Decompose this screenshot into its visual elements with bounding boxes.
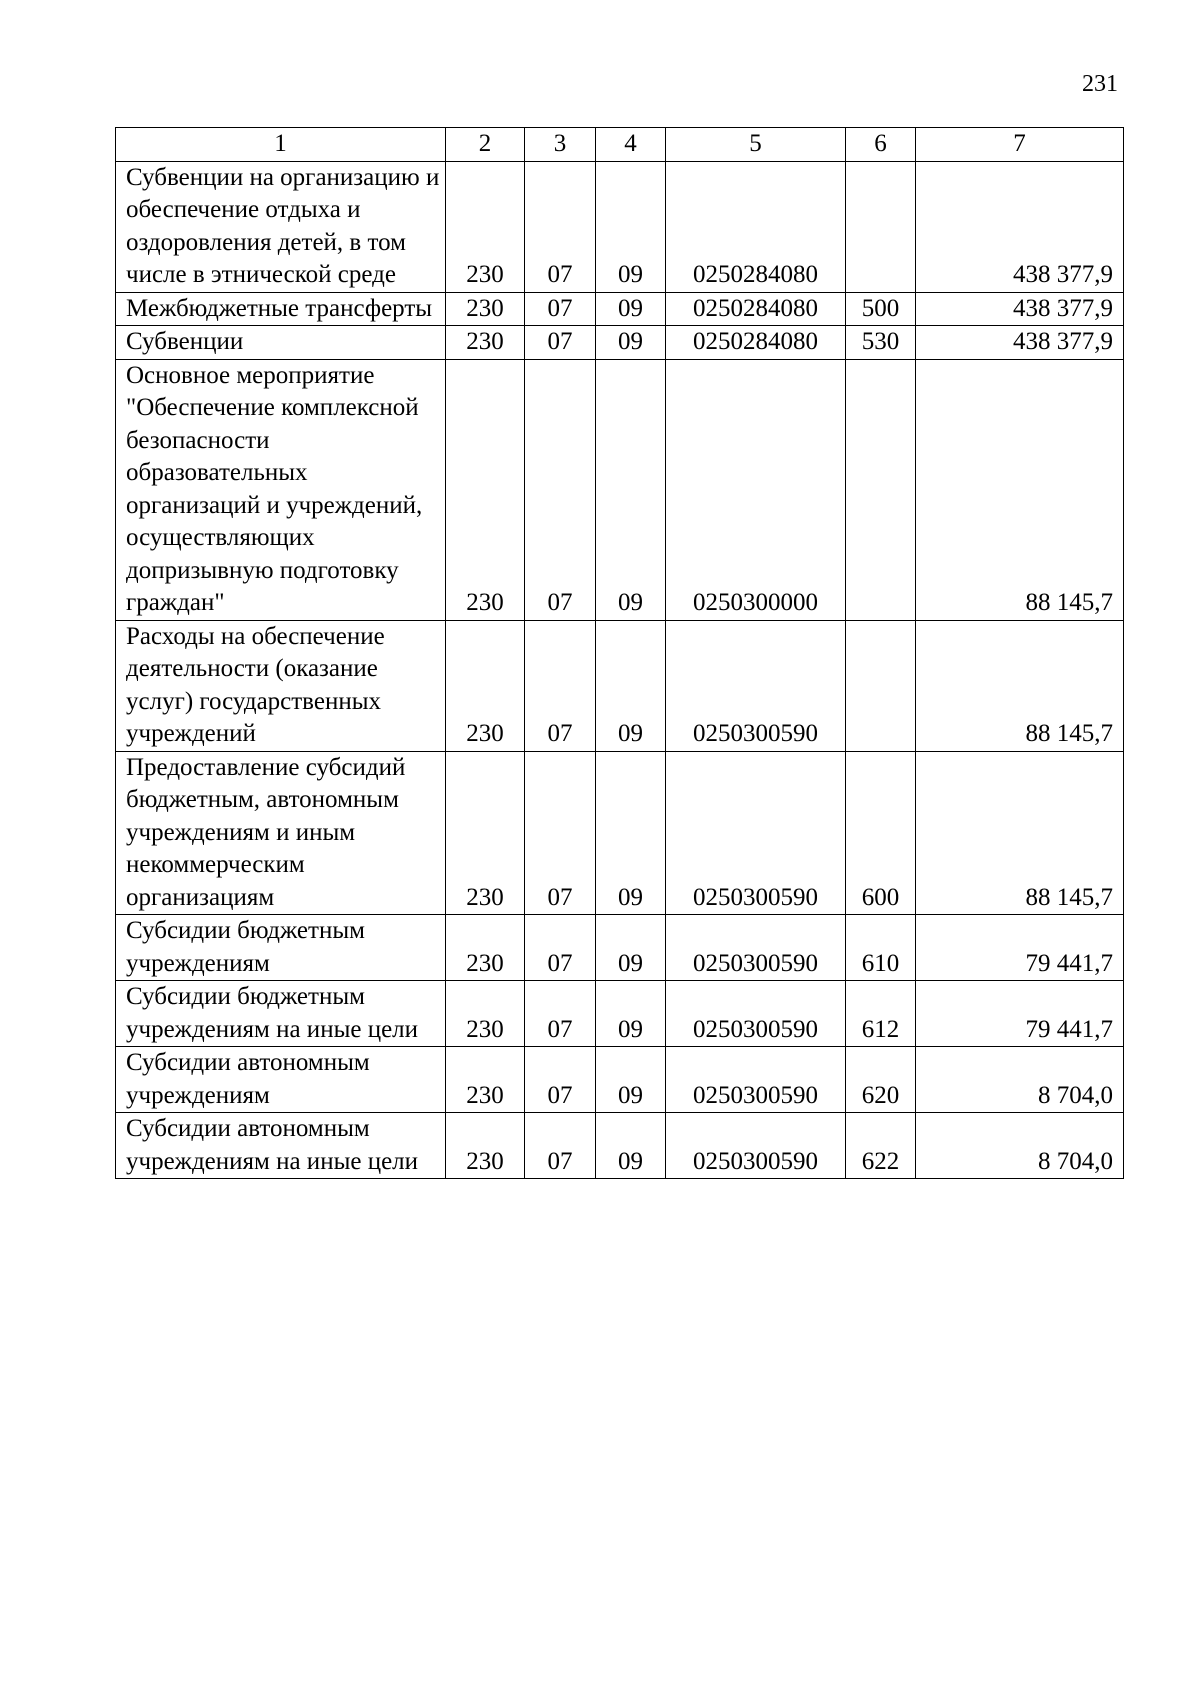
row-col2: 230 [446,1113,525,1179]
row-col2: 230 [446,292,525,326]
row-col6: 610 [846,915,916,981]
row-name: Основное мероприятие "Обеспечение комплексной безопасности образовательных организаций и учреждений, осуществляющих допризывную подготовку граждан" [116,359,446,620]
table-header-row [116,128,1124,162]
row-col2: 230 [446,981,525,1047]
row-col3: 07 [525,161,596,292]
row-col3: 07 [525,751,596,915]
row-col7: 438 377,9 [916,161,1124,292]
row-col6 [846,359,916,620]
row-col7: 79 441,7 [916,981,1124,1047]
row-col2: 230 [446,620,525,751]
row-name: Предоставление субсидий бюджетным, автономным учреждениям и иным некоммерческим организациям [116,751,446,915]
row-name: Субвенции [116,326,446,360]
table-row [116,161,1124,292]
row-col5: 0250284080 [666,292,846,326]
row-col7: 438 377,9 [916,292,1124,326]
row-col4: 09 [596,915,666,981]
row-col4: 09 [596,292,666,326]
row-name: Субсидии бюджетным учреждениям [116,915,446,981]
row-col6: 612 [846,981,916,1047]
row-col2: 230 [446,359,525,620]
row-col4: 09 [596,981,666,1047]
row-col4: 09 [596,751,666,915]
row-col3: 07 [525,981,596,1047]
column-header-4: 4 [596,128,666,162]
row-col4: 09 [596,620,666,751]
table-row [116,1047,1124,1113]
row-col2: 230 [446,1047,525,1113]
row-col7: 438 377,9 [916,326,1124,360]
row-col3: 07 [525,1047,596,1113]
row-col6 [846,620,916,751]
row-col6: 500 [846,292,916,326]
table-row [116,326,1124,360]
row-col4: 09 [596,326,666,360]
row-col7: 8 704,0 [916,1113,1124,1179]
column-header-6: 6 [846,128,916,162]
table-row [116,915,1124,981]
table-row [116,359,1124,620]
row-name: Субсидии бюджетным учреждениям на иные цели [116,981,446,1047]
row-col7: 79 441,7 [916,915,1124,981]
column-header-1: 1 [116,128,446,162]
row-col2: 230 [446,751,525,915]
table-row [116,751,1124,915]
row-col5: 0250284080 [666,326,846,360]
row-col2: 230 [446,326,525,360]
row-name: Межбюджетные трансферты [116,292,446,326]
table-row [116,620,1124,751]
column-header-5: 5 [666,128,846,162]
row-col7: 88 145,7 [916,620,1124,751]
table-row [116,292,1124,326]
row-col5: 0250300590 [666,751,846,915]
row-name: Субсидии автономным учреждениям [116,1047,446,1113]
row-col3: 07 [525,915,596,981]
row-col6: 600 [846,751,916,915]
row-col3: 07 [525,620,596,751]
row-col5: 0250300000 [666,359,846,620]
row-col5: 0250300590 [666,1047,846,1113]
row-col4: 09 [596,161,666,292]
row-name: Расходы на обеспечение деятельности (оказание услуг) государственных учреждений [116,620,446,751]
row-col5: 0250300590 [666,915,846,981]
row-col6: 620 [846,1047,916,1113]
row-col3: 07 [525,292,596,326]
column-header-2: 2 [446,128,525,162]
table-row [116,981,1124,1047]
budget-table [115,127,1124,1179]
row-col7: 8 704,0 [916,1047,1124,1113]
column-header-3: 3 [525,128,596,162]
row-col5: 0250300590 [666,620,846,751]
row-col5: 0250300590 [666,1113,846,1179]
column-header-7: 7 [916,128,1124,162]
page-number: 231 [1082,71,1118,97]
row-name: Субсидии автономным учреждениям на иные цели [116,1113,446,1179]
row-col5: 0250284080 [666,161,846,292]
row-col7: 88 145,7 [916,359,1124,620]
table-row [116,1113,1124,1179]
row-col4: 09 [596,359,666,620]
row-name: Субвенции на организацию и обеспечение отдыха и оздоровления детей, в том числе в этнической среде [116,161,446,292]
row-col7: 88 145,7 [916,751,1124,915]
row-col3: 07 [525,1113,596,1179]
row-col2: 230 [446,915,525,981]
row-col6: 622 [846,1113,916,1179]
row-col5: 0250300590 [666,981,846,1047]
row-col3: 07 [525,326,596,360]
row-col4: 09 [596,1047,666,1113]
row-col4: 09 [596,1113,666,1179]
row-col6 [846,161,916,292]
row-col2: 230 [446,161,525,292]
row-col6: 530 [846,326,916,360]
row-col3: 07 [525,359,596,620]
